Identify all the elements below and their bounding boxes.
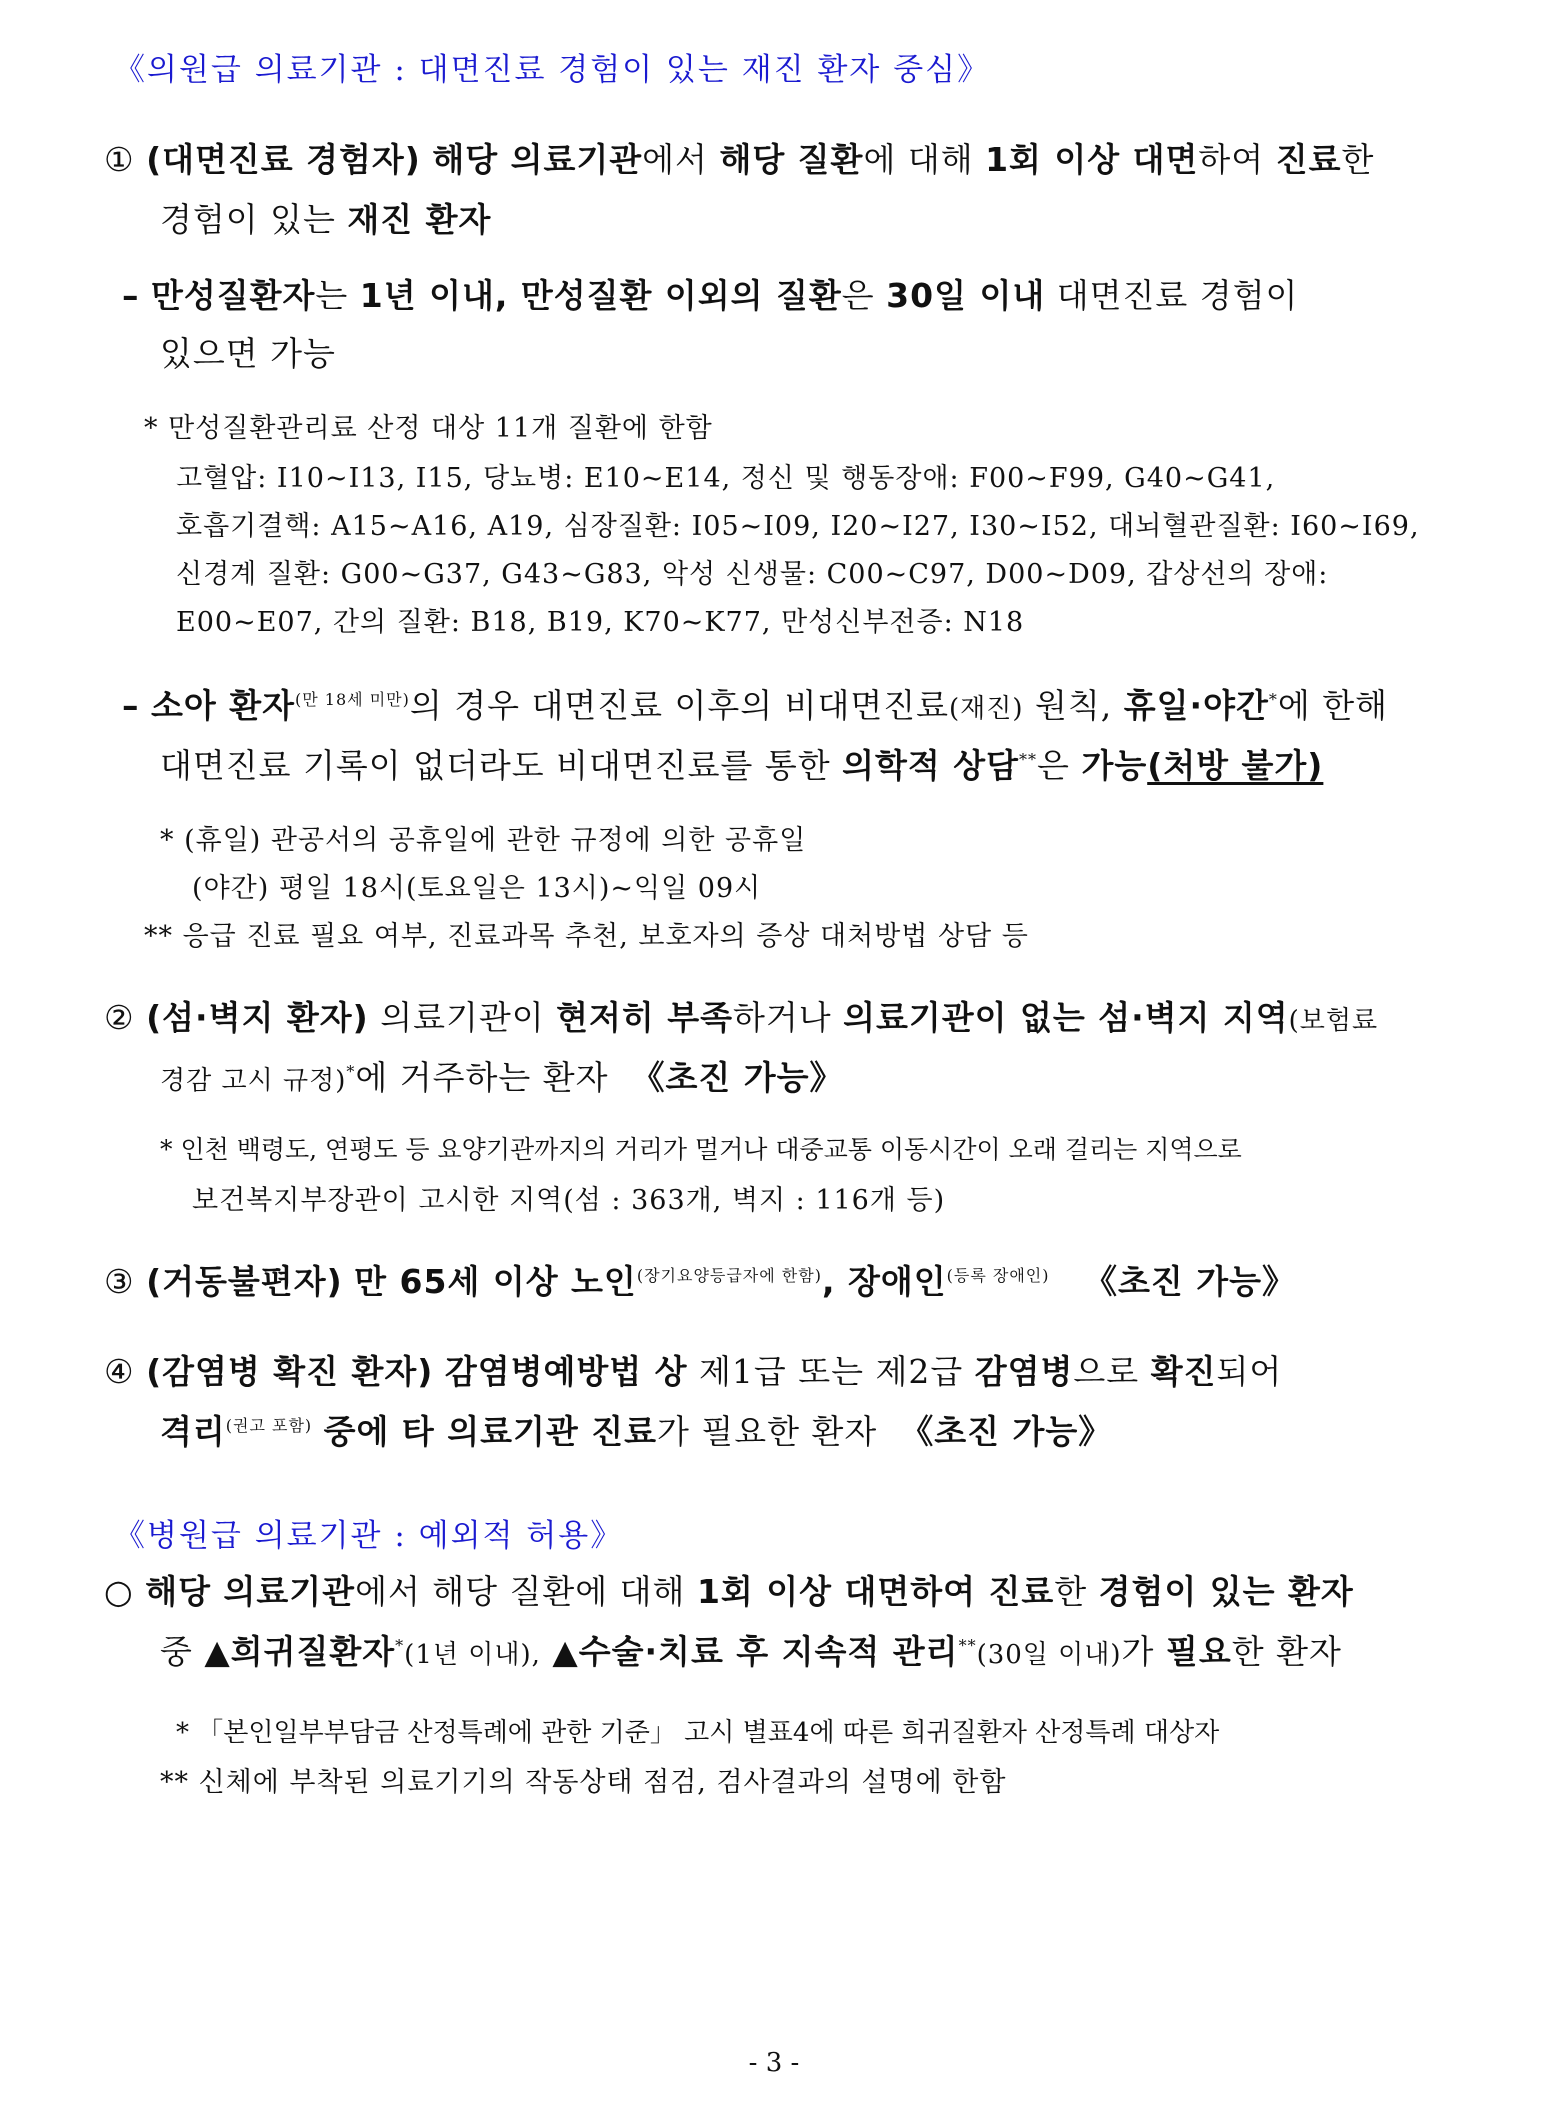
note-1-line-5: E00~E07, 간의 질환: B18, B19, K70~K77, 만성신부전증: N18 (176, 607, 1025, 638)
superscript: (권고 포함) (225, 1416, 313, 1435)
text-bold: 1년 이내, 만성질환 이외의 질환 (359, 276, 842, 315)
note-1-line-3: 호흡기결핵: A15~A16, A19, 심장질환: I05~I09, I20~I27, I30~I52, 대뇌혈관질환: I60~I69, (176, 511, 1420, 542)
text-bold: 격리 (160, 1412, 226, 1451)
text: 에서 (642, 140, 708, 179)
text-bold: 확진 (1150, 1352, 1217, 1391)
text: 한 (1341, 140, 1375, 179)
superscript: (만 18세 미만) (295, 690, 410, 709)
text: 하여 (1198, 140, 1265, 179)
text: 대면진료 기록이 없더라도 비대면진료를 통한 (160, 746, 831, 785)
dash-mark: – (122, 686, 140, 725)
note-2-line-2: (야간) 평일 18시(토요일은 13시)~익일 09시 (192, 873, 762, 904)
initial-visit-allowed: 《초진 가능》 (900, 1412, 1113, 1451)
section-heading-clinic: 《의원급 의료기관 : 대면진료 경험이 있는 재진 환자 중심》 (114, 52, 991, 88)
hospital-bullet-line-2 (160, 1626, 1342, 1673)
text-bold: 가능 (1081, 746, 1148, 785)
text-small: (30일 이내) (976, 1640, 1122, 1670)
text: 의료기관이 (380, 998, 545, 1037)
text-bold: 의료기관이 없는 섬·벽지 지역 (843, 998, 1289, 1037)
item-4-line-1 (104, 1346, 1282, 1393)
text: 에 대해 (863, 140, 974, 179)
hospital-note-line-2: ** 신체에 부착된 의료기기의 작동상태 점검, 검사결과의 설명에 한함 (160, 1767, 1007, 1798)
text-small: 경감 고시 규정) (160, 1066, 347, 1096)
hospital-note-line-1: * 「본인일부부담금 산정특례에 관한 기준」 고시 별표4에 따른 희귀질환자 산정특례 대상자 (176, 1718, 1220, 1748)
note-3-line-2: 보건복지부장관이 고시한 지역(섬 : 363개, 벽지 : 116개 등) (192, 1185, 946, 1216)
text: 가 필요한 환자 (657, 1412, 878, 1451)
section-heading-hospital: 《병원급 의료기관 : 예외적 허용》 (114, 1518, 624, 1554)
text-bold: 현저히 부족 (556, 998, 733, 1037)
text: 에서 해당 질환에 대해 (355, 1572, 686, 1611)
text-bold: 해당 의료기관 (432, 140, 643, 179)
item-2-line-1 (104, 992, 1378, 1039)
text-small: (재진) (949, 694, 1024, 724)
text-bold: 1회 이상 대면하여 진료 (696, 1572, 1055, 1611)
page-number: - 3 - (748, 2048, 800, 2078)
text: 되어 (1216, 1352, 1283, 1391)
item-label: (섬·벽지 환자) (146, 998, 369, 1037)
dash-1-line-2 (160, 328, 336, 375)
item-3 (104, 1256, 1296, 1303)
dash-mark: – (122, 276, 140, 315)
text: 으로 (1073, 1352, 1140, 1391)
dash-2-line-2 (160, 740, 1323, 787)
superscript: (장기요양등급자에 한함) (636, 1266, 822, 1285)
initial-visit-allowed: 《초진 가능》 (1083, 1262, 1296, 1301)
text: 은 (841, 276, 875, 315)
text-bold: 감염병예방법 상 (444, 1352, 688, 1391)
item-number: ① (104, 140, 135, 179)
text-bold: 진료 (1275, 140, 1342, 179)
item-1-line-2 (160, 194, 491, 241)
superscript: ** (958, 1636, 977, 1655)
text: 하거나 (732, 998, 832, 1037)
item-number: ② (104, 998, 135, 1037)
text: 중 (160, 1632, 193, 1671)
item-label: (감염병 확진 환자) (146, 1352, 434, 1391)
text: 경험이 있는 (160, 200, 336, 239)
note-3-line-1: * 인천 백령도, 연평도 등 요양기관까지의 거리가 멀거나 대중교통 이동시간이 오래 걸리는 지역으로 (160, 1135, 1242, 1164)
item-number: ④ (104, 1352, 135, 1391)
superscript: * (395, 1636, 405, 1655)
note-1-line-2: 고혈압: I10~I13, I15, 당뇨병: E10~E14, 정신 및 행동장애: F00~F99, G40~G41, (176, 463, 1276, 494)
note-1-line-4: 신경계 질환: G00~G37, G43~G83, 악성 신생물: C00~C97, D00~D09, 갑상선의 장애: (176, 559, 1329, 590)
note-2-line-3: ** 응급 진료 필요 여부, 진료과목 추천, 보호자의 증상 대처방법 상담 등 (144, 921, 1029, 952)
text-bold: ▲희귀질환자 (204, 1632, 396, 1671)
text: 제1급 또는 제2급 (699, 1352, 964, 1391)
item-label: (대면진료 경험자) (146, 140, 421, 179)
item-label: (거동불편자) (146, 1262, 343, 1301)
text-small: (보험료 (1288, 1006, 1379, 1036)
text-bold: 감염병 (974, 1352, 1074, 1391)
text: 에 거주하는 환자 (355, 1058, 609, 1097)
text-bold: 만성질환자 (151, 276, 316, 315)
superscript: * (1268, 690, 1278, 709)
superscript: ** (1019, 750, 1038, 769)
text: 은 (1037, 746, 1070, 785)
item-number: ③ (104, 1262, 135, 1301)
superscript: * (346, 1062, 356, 1081)
text-bold: 만 65세 이상 노인 (354, 1262, 637, 1301)
text: 대면진료 경험이 (1056, 276, 1299, 315)
text-bold: 소아 환자 (151, 686, 296, 725)
item-4-line-2 (160, 1406, 1112, 1453)
text: 의 경우 대면진료 이후의 비대면진료 (409, 686, 949, 725)
text: 원칙, (1035, 686, 1113, 725)
text: 는 (315, 276, 349, 315)
text-bold: 1회 이상 대면 (985, 140, 1199, 179)
text-bold: 30일 이내 (886, 276, 1046, 315)
text-bold: ▲수술·치료 후 지속적 관리 (552, 1632, 959, 1671)
text: 에 한해 (1277, 686, 1388, 725)
note-2-line-1: * (휴일) 관공서의 공휴일에 관한 규정에 의한 공휴일 (160, 825, 807, 856)
hospital-bullet-line-1 (104, 1566, 1354, 1613)
note-1-line-1: * 만성질환관리료 산정 대상 11개 질환에 한함 (144, 413, 713, 444)
text-bold: 해당 질환 (719, 140, 864, 179)
text: 한 환자 (1231, 1632, 1342, 1671)
text-bold: 재진 환자 (347, 200, 492, 239)
text-bold: 의학적 상담 (842, 746, 1020, 785)
text: 있으면 가능 (160, 334, 336, 373)
dash-1-line-1 (122, 270, 1298, 317)
text-bold-underlined: (처방 불가) (1147, 746, 1324, 785)
text-bold: 휴일·야간 (1123, 686, 1269, 725)
initial-visit-allowed: 《초진 가능》 (631, 1058, 844, 1097)
text-bold: , 장애인 (821, 1262, 947, 1301)
text-bold: 필요 (1165, 1632, 1232, 1671)
text-bold: 중에 타 의료기관 진료 (323, 1412, 658, 1451)
superscript: (등록 장애인) (946, 1266, 1050, 1285)
bullet-mark: ○ (104, 1572, 134, 1611)
text-small: (1년 이내), (404, 1640, 541, 1670)
text: 가 (1121, 1632, 1155, 1671)
text: 한 (1054, 1572, 1088, 1611)
item-1-line-1 (104, 134, 1374, 181)
dash-2-line-1 (122, 680, 1388, 727)
text-bold: 해당 의료기관 (145, 1572, 356, 1611)
item-2-line-2 (160, 1052, 844, 1099)
text-bold: 경험이 있는 환자 (1098, 1572, 1354, 1611)
